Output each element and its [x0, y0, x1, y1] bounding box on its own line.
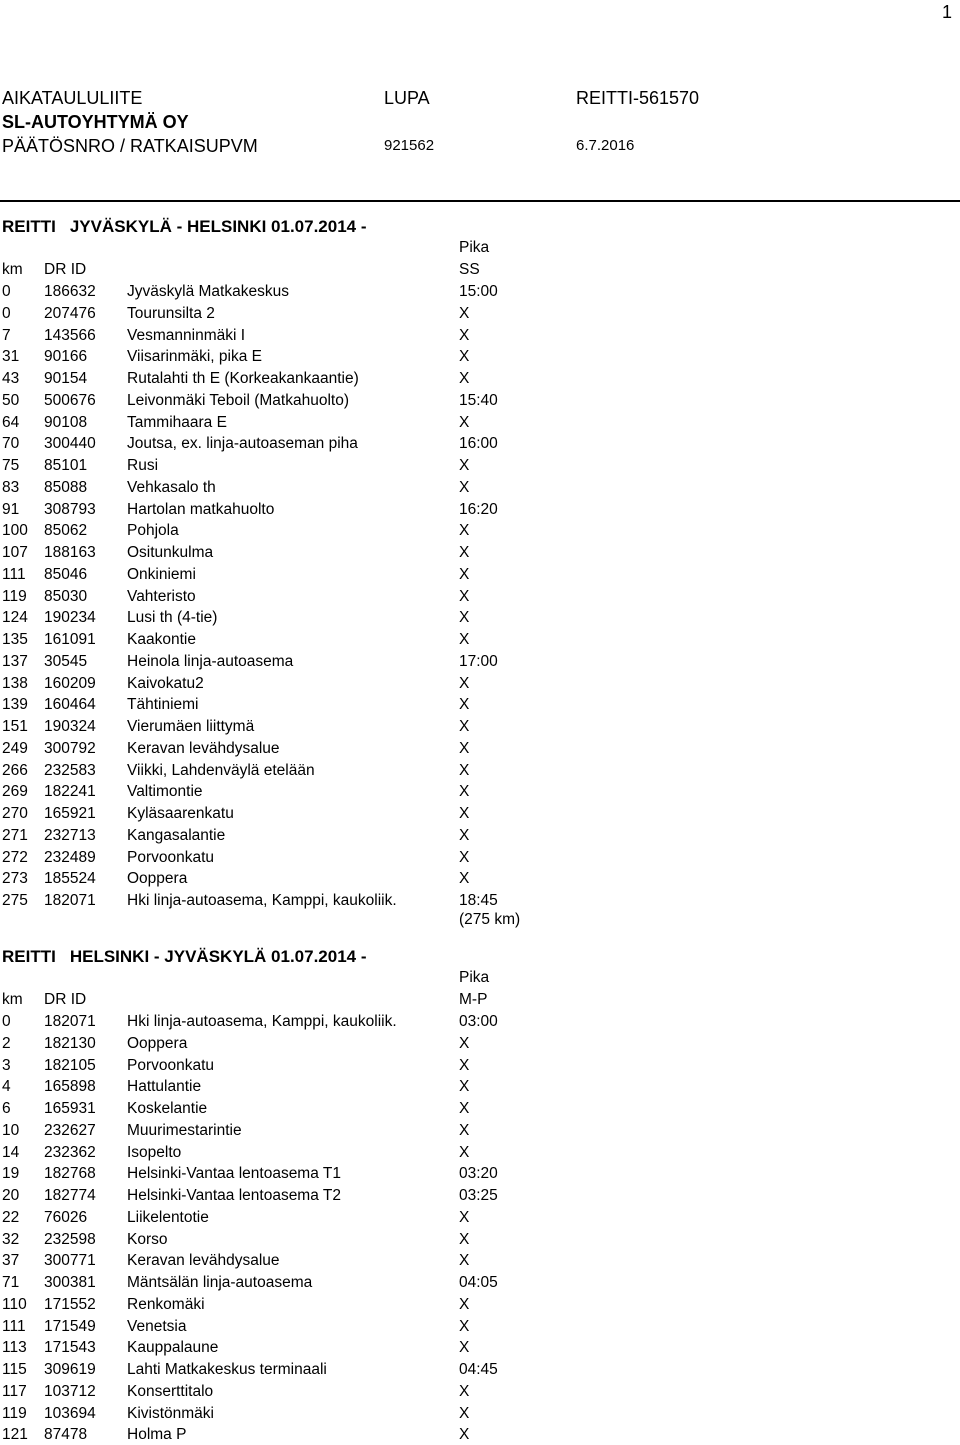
stop-id: 300381: [44, 1274, 96, 1291]
stop-row: [0, 368, 960, 389]
stop-row: [0, 781, 960, 802]
stop-row: [0, 281, 960, 302]
stop-id: 103712: [44, 1382, 96, 1400]
stop-id: 160209: [44, 674, 96, 692]
stop-name: Hki linja-autoasema, Kamppi, kaukoliik.: [127, 892, 397, 909]
stop-time: X: [459, 1078, 470, 1096]
stop-km: 271: [2, 826, 28, 844]
stop-km: 138: [2, 674, 28, 692]
stop-name: Koskelantie: [127, 1100, 208, 1117]
stop-name: Tourunsilta 2: [127, 304, 215, 322]
stop-km: 270: [2, 805, 28, 822]
stop-row: [0, 390, 960, 411]
stop-row: [0, 1250, 960, 1271]
stop-time: 15:00: [459, 283, 498, 300]
stop-name: Muurimestarintie: [127, 1121, 242, 1139]
stop-id: 232489: [44, 848, 96, 866]
stop-name: Kyläsaarenkatu: [127, 805, 234, 822]
stop-km: 111: [2, 1317, 26, 1335]
stop-name: Ooppera: [127, 1034, 188, 1052]
stop-id: 87478: [44, 1426, 88, 1444]
stop-time: X: [459, 696, 470, 714]
stop-name: Helsinki-Vantaa lentoasema T2: [127, 1187, 341, 1204]
stop-name: Keravan levähdysalue: [127, 739, 280, 757]
stop-km: 20: [2, 1187, 20, 1204]
stop-row: [0, 1359, 960, 1380]
stop-time: X: [459, 870, 470, 888]
stop-time: X: [459, 370, 470, 387]
stop-id: 186632: [44, 283, 96, 300]
stop-km: 70: [2, 435, 20, 453]
stop-km: 37: [2, 1252, 20, 1270]
stop-row: [0, 1337, 960, 1358]
stop-km: 4: [2, 1078, 11, 1096]
stop-name: Viisarinmäki, pika E: [127, 348, 262, 366]
document-title: AIKATAULULIITE: [2, 88, 143, 108]
stop-id: 165931: [44, 1100, 96, 1117]
stop-time: 17:00: [459, 652, 498, 670]
stop-id: 165898: [44, 1078, 96, 1096]
stop-row: [0, 673, 960, 694]
route-1-title: [2, 217, 367, 237]
stop-time: X: [459, 718, 470, 735]
stop-row: [0, 890, 960, 911]
stop-km: 110: [2, 1295, 27, 1313]
stop-id: 300792: [44, 739, 96, 757]
stop-km: 3: [2, 1056, 11, 1074]
stop-time: X: [459, 1208, 470, 1226]
stop-row: [0, 1055, 960, 1076]
stop-row: [0, 1294, 960, 1315]
stop-km: 43: [2, 370, 20, 387]
stop-name: Valtimontie: [127, 783, 203, 801]
stop-time: 16:00: [459, 435, 498, 453]
stop-id: 185524: [44, 870, 96, 888]
stop-km: 22: [2, 1208, 20, 1226]
stop-row: [0, 303, 960, 324]
stop-id: 161091: [44, 631, 96, 648]
stop-km: 269: [2, 783, 28, 801]
stop-time: X: [459, 544, 470, 561]
stop-row: [0, 1120, 960, 1141]
stop-id: 160464: [44, 696, 96, 714]
stop-id: 85062: [44, 522, 88, 540]
stop-id: 182071: [44, 892, 96, 909]
stop-name: Vesmanninmäki I: [127, 326, 246, 344]
stop-row: [0, 564, 960, 585]
stop-time: X: [459, 1339, 470, 1357]
stop-row: [0, 542, 960, 563]
stop-id: 232583: [44, 761, 96, 779]
stop-id: 182130: [44, 1034, 96, 1052]
stop-km: 83: [2, 478, 20, 496]
permit-label: LUPA: [384, 88, 430, 108]
stop-row: [0, 825, 960, 846]
stop-km: 266: [2, 761, 28, 779]
stop-time: 15:40: [459, 391, 498, 409]
stop-row: [0, 1185, 960, 1206]
route-1-total-distance: (275 km): [459, 911, 521, 928]
stop-id: 182071: [44, 1013, 96, 1030]
stop-time: X: [459, 783, 470, 801]
stop-name: Mäntsälän linja-autoasema: [127, 1274, 313, 1291]
stop-km: 273: [2, 870, 28, 888]
stop-row: [0, 455, 960, 476]
stop-km: 107: [2, 544, 28, 561]
stop-name: Viikki, Lahdenväylä etelään: [127, 761, 315, 779]
stop-name: Lusi th (4-tie): [127, 609, 218, 627]
stop-id: 90108: [44, 413, 88, 431]
stop-id: 85101: [44, 457, 88, 474]
stop-time: X: [459, 522, 470, 540]
stop-id: 182105: [44, 1056, 96, 1074]
stop-id: 85046: [44, 565, 88, 583]
stop-name: Venetsia: [127, 1317, 187, 1335]
stop-km: 275: [2, 892, 28, 909]
stop-name: Heinola linja-autoasema: [127, 652, 294, 670]
stop-km: 64: [2, 413, 20, 431]
stop-km: 272: [2, 848, 28, 866]
stop-time: X: [459, 1034, 470, 1052]
stop-km: 100: [2, 522, 28, 540]
stop-row: [0, 803, 960, 824]
stop-km: 117: [2, 1382, 27, 1400]
stop-row: [0, 847, 960, 868]
stop-name: Lahti Matkakeskus terminaali: [127, 1361, 327, 1378]
stop-time: X: [459, 631, 470, 648]
stop-row: [0, 629, 960, 650]
stop-name: Kaivokatu2: [127, 674, 204, 692]
stop-time: X: [459, 609, 470, 627]
stop-time: X: [459, 457, 470, 474]
stop-name: Helsinki-Vantaa lentoasema T1: [127, 1165, 341, 1183]
stop-id: 188163: [44, 544, 96, 561]
stop-km: 14: [2, 1143, 20, 1161]
stop-km: 121: [2, 1426, 28, 1444]
stop-time: X: [459, 478, 470, 496]
stop-name: Rutalahti th E (Korkeakankaantie): [127, 370, 359, 387]
stop-time: 04:45: [459, 1361, 498, 1378]
stop-id: 308793: [44, 500, 96, 518]
stop-name: Kangasalantie: [127, 826, 226, 844]
stop-km: 75: [2, 457, 20, 474]
stop-km: 0: [2, 1013, 11, 1030]
stop-row: [0, 694, 960, 715]
stop-time: X: [459, 1295, 470, 1313]
stop-km: 119: [2, 587, 27, 605]
stop-id: 182768: [44, 1165, 96, 1183]
stop-name: Ositunkulma: [127, 544, 214, 561]
route-1-col-km: km: [2, 261, 23, 278]
stop-time: X: [459, 348, 470, 366]
stop-km: 2: [2, 1034, 11, 1052]
stop-id: 76026: [44, 1208, 88, 1226]
stop-id: 232627: [44, 1121, 96, 1139]
stop-km: 19: [2, 1165, 20, 1183]
stop-name: Kaakontie: [127, 631, 196, 648]
route-2-col-time-top: Pika: [459, 969, 490, 986]
stop-row: [0, 1381, 960, 1402]
stop-id: 182774: [44, 1187, 96, 1204]
stop-km: 137: [2, 652, 28, 670]
stop-name: Porvoonkatu: [127, 848, 215, 866]
stop-row: [0, 1272, 960, 1293]
stop-id: 165921: [44, 805, 96, 822]
stop-row: [0, 1098, 960, 1119]
stop-id: 232362: [44, 1143, 96, 1161]
stop-time: X: [459, 1100, 470, 1117]
stop-time: X: [459, 565, 470, 583]
stop-row: [0, 1229, 960, 1250]
stop-time: X: [459, 1143, 470, 1161]
stop-km: 111: [2, 565, 26, 583]
stop-name: Konserttitalo: [127, 1382, 214, 1400]
stop-row: [0, 346, 960, 367]
stop-row: [0, 868, 960, 889]
route-1-name: JYVÄSKYLÄ - HELSINKI 01.07.2014 -: [69, 217, 367, 236]
decision-date: 6.7.2016: [576, 137, 635, 154]
stop-row: [0, 1142, 960, 1163]
stop-id: 232713: [44, 826, 96, 844]
stop-time: X: [459, 1121, 470, 1139]
stop-time: X: [459, 587, 470, 605]
stop-row: [0, 477, 960, 498]
stop-time: X: [459, 1317, 470, 1335]
page-number: 1: [941, 2, 952, 22]
stop-name: Liikelentotie: [127, 1208, 209, 1226]
stop-name: Pohjola: [127, 522, 179, 540]
stop-km: 115: [2, 1361, 27, 1378]
stop-km: 139: [2, 696, 28, 714]
stop-row: [0, 1316, 960, 1337]
stop-time: X: [459, 674, 470, 692]
stop-time: X: [459, 805, 470, 822]
stop-id: 85088: [44, 478, 88, 496]
stop-name: Vierumäen liittymä: [127, 718, 255, 735]
route-1-label: REITTI: [2, 217, 56, 236]
stop-name: Tammihaara E: [127, 413, 227, 431]
stop-id: 85030: [44, 587, 88, 605]
stop-row: [0, 651, 960, 672]
stop-time: X: [459, 761, 470, 779]
stop-row: [0, 586, 960, 607]
stop-row: [0, 760, 960, 781]
stop-name: Leivonmäki Teboil (Matkahuolto): [127, 391, 349, 409]
stop-km: 31: [2, 348, 20, 366]
route-1-col-id: DR ID: [44, 261, 87, 278]
stop-row: [0, 1076, 960, 1097]
stop-name: Jyväskylä Matkakeskus: [127, 283, 289, 300]
stop-id: 30545: [44, 652, 88, 670]
stop-time: X: [459, 1426, 470, 1444]
stop-id: 171552: [44, 1295, 96, 1313]
stop-row: [0, 607, 960, 628]
stop-id: 300440: [44, 435, 96, 453]
stop-time: 16:20: [459, 500, 498, 518]
stop-km: 6: [2, 1100, 11, 1117]
stop-time: X: [459, 1404, 470, 1422]
stop-name: Tähtiniemi: [127, 696, 199, 714]
stop-name: Onkiniemi: [127, 565, 196, 583]
stop-id: 309619: [44, 1361, 96, 1378]
stop-name: Hartolan matkahuolto: [127, 500, 275, 518]
stop-time: X: [459, 1382, 470, 1400]
company-name: SL-AUTOYHTYMÄ OY: [2, 112, 189, 132]
stop-id: 500676: [44, 391, 96, 409]
stop-time: X: [459, 739, 470, 757]
stop-row: [0, 433, 960, 454]
stop-time: X: [459, 413, 470, 431]
stop-km: 119: [2, 1404, 27, 1422]
stop-row: [0, 716, 960, 737]
stop-row: [0, 1403, 960, 1424]
route-2-title: [2, 947, 367, 967]
stop-km: 249: [2, 739, 28, 757]
stop-km: 124: [2, 609, 28, 627]
stop-name: Rusi: [127, 457, 159, 474]
stop-row: [0, 1011, 960, 1032]
stop-id: 232598: [44, 1230, 96, 1248]
stop-name: Keravan levähdysalue: [127, 1252, 280, 1270]
stop-id: 90166: [44, 348, 88, 366]
stop-km: 113: [2, 1339, 27, 1357]
stop-id: 171549: [44, 1317, 96, 1335]
stop-time: 03:25: [459, 1187, 498, 1204]
stop-row: [0, 325, 960, 346]
stop-row: [0, 499, 960, 520]
route-2-col-time: M-P: [459, 991, 488, 1008]
stop-km: 151: [2, 718, 28, 735]
stop-row: [0, 1033, 960, 1054]
stop-km: 32: [2, 1230, 20, 1248]
stop-time: X: [459, 1230, 470, 1248]
stop-name: Holma P: [127, 1426, 187, 1444]
stop-km: 0: [2, 304, 11, 322]
stop-id: 190324: [44, 718, 96, 735]
stop-name: Korso: [127, 1230, 168, 1248]
stop-row: [0, 1207, 960, 1228]
decision-number: 921562: [384, 137, 435, 154]
header-divider: [0, 200, 960, 202]
route-2-name: HELSINKI - JYVÄSKYLÄ 01.07.2014 -: [69, 947, 367, 966]
route-1-col-time-top: Pika: [459, 239, 490, 256]
stop-id: 190234: [44, 609, 96, 627]
stop-name: Hattulantie: [127, 1078, 202, 1096]
stop-row: [0, 520, 960, 541]
route-2-col-km: km: [2, 991, 23, 1008]
stop-id: 171543: [44, 1339, 96, 1357]
stop-name: Porvoonkatu: [127, 1056, 215, 1074]
stop-row: [0, 412, 960, 433]
decision-label: PÄÄTÖSNRO / RATKAISUPVM: [2, 136, 258, 156]
stop-name: Joutsa, ex. linja-autoaseman piha: [127, 435, 358, 453]
stop-time: X: [459, 304, 470, 322]
stop-name: Vahteristo: [127, 587, 196, 605]
stop-time: X: [459, 848, 470, 866]
stop-time: 03:20: [459, 1165, 498, 1183]
stop-row: [0, 1163, 960, 1184]
stop-km: 71: [2, 1274, 20, 1291]
stop-id: 143566: [44, 326, 96, 344]
route-id: REITTI-561570: [576, 88, 700, 108]
stop-id: 300771: [44, 1252, 96, 1270]
stop-name: Renkomäki: [127, 1295, 205, 1313]
stop-time: 03:00: [459, 1013, 498, 1030]
stop-id: 207476: [44, 304, 96, 322]
stop-name: Kivistönmäki: [127, 1404, 214, 1422]
stop-time: 04:05: [459, 1274, 498, 1291]
route-2-label: REITTI: [2, 947, 56, 966]
route-1-col-time: SS: [459, 261, 480, 278]
stop-id: 90154: [44, 370, 88, 387]
stop-km: 7: [2, 326, 11, 344]
stop-name: Ooppera: [127, 870, 188, 888]
stop-name: Isopelto: [127, 1143, 182, 1161]
stop-km: 50: [2, 391, 20, 409]
stop-name: Vehkasalo th: [127, 478, 216, 496]
stop-km: 135: [2, 631, 28, 648]
stop-km: 10: [2, 1121, 20, 1139]
stop-row: [0, 738, 960, 759]
stop-time: X: [459, 1252, 470, 1270]
stop-time: X: [459, 1056, 470, 1074]
stop-time: X: [459, 326, 470, 344]
stop-time: X: [459, 826, 470, 844]
stop-id: 103694: [44, 1404, 96, 1422]
stop-name: Kauppalaune: [127, 1339, 219, 1357]
route-2-col-id: DR ID: [44, 991, 87, 1008]
stop-name: Hki linja-autoasema, Kamppi, kaukoliik.: [127, 1013, 397, 1030]
stop-km: 0: [2, 283, 11, 300]
stop-id: 182241: [44, 783, 96, 801]
stop-time: 18:45: [459, 892, 498, 909]
stop-km: 91: [2, 500, 20, 518]
